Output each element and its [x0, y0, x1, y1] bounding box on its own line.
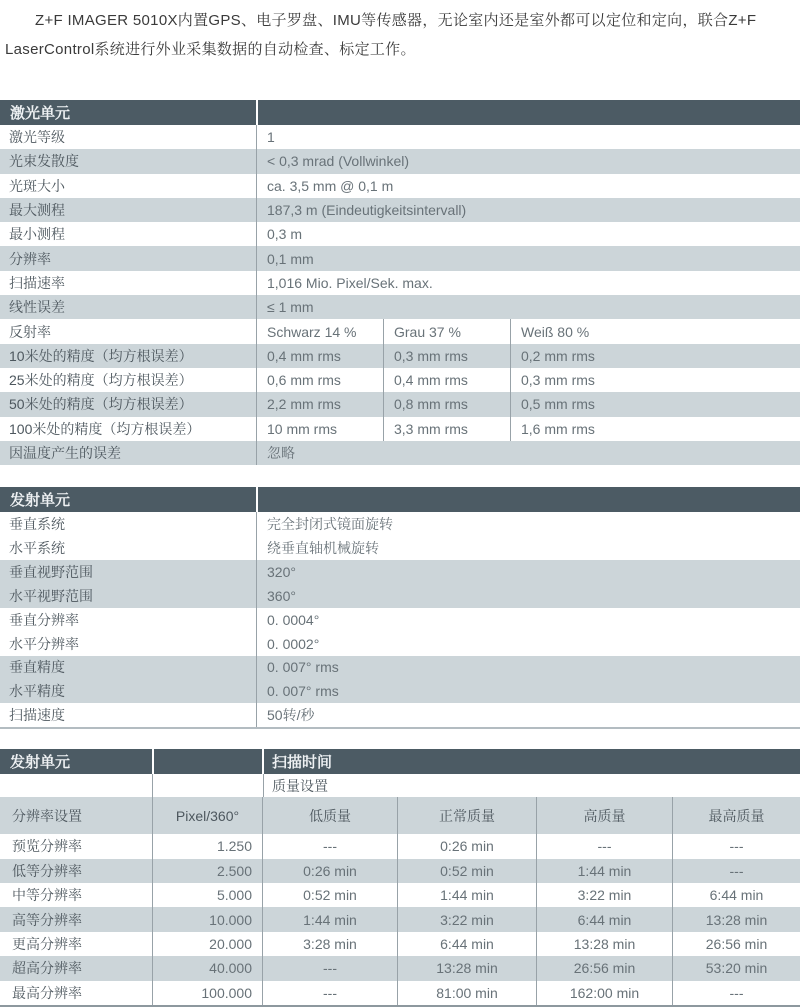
- table-row: [0, 536, 800, 560]
- accuracy-value: 3,3 mm rms: [383, 417, 510, 441]
- accuracy-value: 0,3 mm rms: [383, 344, 510, 368]
- quality-settings-row: [0, 774, 800, 797]
- time-high: 162:00 min: [536, 981, 672, 1005]
- table-row: [0, 271, 800, 295]
- row-label: 100米处的精度（均方根误差）: [9, 420, 201, 437]
- table-row: [0, 632, 800, 656]
- scan-time-row: [0, 859, 800, 883]
- pixel-value: 100.000: [152, 981, 262, 1005]
- row-value: 50转/秒: [256, 703, 800, 727]
- row-label: 10米处的精度（均方根误差）: [9, 347, 193, 364]
- row-value: 忽略: [256, 441, 800, 465]
- table-row: [0, 703, 800, 727]
- accuracy-value: 0,2 mm rms: [510, 344, 800, 368]
- row-label: 最大测程: [9, 202, 65, 219]
- pixel-value: 5.000: [152, 883, 262, 907]
- row-label: 水平视野范围: [9, 587, 93, 604]
- accuracy-value: 0,4 mm rms: [383, 368, 510, 392]
- scan-time-row: [0, 981, 800, 1005]
- column-header: 正常质量: [397, 797, 536, 834]
- pixel-value: 20.000: [152, 932, 262, 956]
- table-row: [0, 584, 800, 608]
- row-label: 垂直系统: [9, 516, 65, 533]
- row-label: 扫描速度: [9, 707, 65, 724]
- laser-unit-header-spacer: [258, 100, 800, 125]
- accuracy-value: 1,6 mm rms: [510, 417, 800, 441]
- resolution-label: 高等分辨率: [12, 911, 82, 928]
- row-label: 光束发散度: [9, 153, 79, 170]
- table-row: [0, 295, 800, 319]
- band-accuracy: [0, 656, 800, 704]
- subheader-spacer: [0, 774, 152, 797]
- resolution-label: 更高分辨率: [12, 935, 82, 952]
- reflectance-black: Schwarz 14 %: [256, 319, 383, 343]
- band-systems: [0, 512, 800, 560]
- accuracy-value: 0,3 mm rms: [510, 368, 800, 392]
- pixel-value: 1.250: [152, 834, 262, 858]
- table-row: [0, 679, 800, 703]
- laser-unit-header: [0, 100, 800, 125]
- time-highest: ---: [672, 981, 800, 1005]
- row-label: 垂直分辨率: [9, 611, 79, 628]
- time-low: 1:44 min: [262, 907, 397, 931]
- scan-time-row: [0, 834, 800, 858]
- time-normal: 13:28 min: [397, 956, 536, 980]
- time-low: ---: [262, 956, 397, 980]
- time-highest: ---: [672, 834, 800, 858]
- resolution-label: 预览分辨率: [12, 838, 82, 855]
- time-high: 6:44 min: [536, 907, 672, 931]
- accuracy-value: 0,8 mm rms: [383, 392, 510, 416]
- row-value: 0,3 m: [256, 222, 800, 246]
- reflectance-row: [0, 319, 800, 343]
- table-row: [0, 246, 800, 270]
- row-value: 0. 0002°: [256, 632, 800, 656]
- reflectance-gray: Grau 37 %: [383, 319, 510, 343]
- table-row: [0, 656, 800, 680]
- time-high: 26:56 min: [536, 956, 672, 980]
- table-row: [0, 512, 800, 536]
- deflection-unit-title: 发射单元: [0, 487, 256, 512]
- accuracy-value: 0,4 mm rms: [256, 344, 383, 368]
- resolution-label: 最高分辨率: [12, 984, 82, 1001]
- time-normal: 3:22 min: [397, 907, 536, 931]
- table-row: [0, 441, 800, 465]
- time-high: 13:28 min: [536, 932, 672, 956]
- scan-time-header: [0, 749, 800, 774]
- row-label: 垂直视野范围: [9, 563, 93, 580]
- row-label: 水平精度: [9, 683, 65, 700]
- column-header: Pixel/360°: [152, 797, 262, 834]
- time-low: 0:52 min: [262, 883, 397, 907]
- time-high: 3:22 min: [536, 883, 672, 907]
- column-header: 分辨率设置: [12, 807, 82, 824]
- row-label: 激光等级: [9, 129, 65, 146]
- scan-time-row: [0, 883, 800, 907]
- row-label: 反射率: [9, 323, 51, 340]
- table-row: [0, 560, 800, 584]
- reflectance-white: Weiß 80 %: [510, 319, 800, 343]
- row-label: 50米处的精度（均方根误差）: [9, 396, 193, 413]
- row-value: 1: [256, 125, 800, 149]
- time-low: 3:28 min: [262, 932, 397, 956]
- time-high: 1:44 min: [536, 859, 672, 883]
- time-normal: 0:26 min: [397, 834, 536, 858]
- row-value: 320°: [256, 560, 800, 584]
- row-label: 扫描速率: [9, 274, 65, 291]
- row-value: 1,016 Mio. Pixel/Sek. max.: [256, 271, 800, 295]
- laser-unit-title: 激光单元: [0, 100, 256, 125]
- time-normal: 81:00 min: [397, 981, 536, 1005]
- row-value: 0. 007° rms: [256, 656, 800, 680]
- accuracy-row: [0, 417, 800, 441]
- quality-settings-label: 质量设置: [263, 774, 800, 797]
- row-value: < 0,3 mrad (Vollwinkel): [256, 149, 800, 173]
- time-highest: 26:56 min: [672, 932, 800, 956]
- deflection-unit-header: [0, 487, 800, 512]
- time-low: ---: [262, 981, 397, 1005]
- row-value: 0,1 mm: [256, 246, 800, 270]
- row-value: 0. 007° rms: [256, 679, 800, 703]
- resolution-label: 中等分辨率: [12, 887, 82, 904]
- deflection-unit-header-spacer: [258, 487, 800, 512]
- row-value: ca. 3,5 mm @ 0,1 m: [256, 174, 800, 198]
- accuracy-value: 10 mm rms: [256, 417, 383, 441]
- band-fov: [0, 560, 800, 608]
- column-header: 低质量: [262, 797, 397, 834]
- row-value: 完全封闭式镜面旋转: [256, 512, 800, 536]
- band-resolution: [0, 608, 800, 656]
- accuracy-row: [0, 392, 800, 416]
- time-normal: 1:44 min: [397, 883, 536, 907]
- time-high: ---: [536, 834, 672, 858]
- band-scan-speed: [0, 703, 800, 727]
- table-row: [0, 149, 800, 173]
- column-header: 高质量: [536, 797, 672, 834]
- table-row: [0, 198, 800, 222]
- scan-time-row: [0, 907, 800, 931]
- row-label: 线性误差: [9, 299, 65, 316]
- row-label: 水平分辨率: [9, 635, 79, 652]
- resolution-label: 超高分辨率: [12, 960, 82, 977]
- accuracy-value: 2,2 mm rms: [256, 392, 383, 416]
- row-value: 187,3 m (Eindeutigkeitsintervall): [256, 198, 800, 222]
- laser-unit-table: [0, 100, 800, 465]
- scan-time-table: [0, 749, 800, 1007]
- scan-time-title-right: 扫描时间: [264, 749, 800, 774]
- table-row: [0, 608, 800, 632]
- intro-paragraph: Z+F IMAGER 5010X内置GPS、电子罗盘、IMU等传感器，无论室内还是室外都可以定位和定向，联合Z+F LaserControl系统进行外业采集数据的自动检查、标定工作。: [5, 12, 757, 58]
- row-value: 绕垂直轴机械旋转: [256, 536, 800, 560]
- row-label: 最小测程: [9, 226, 65, 243]
- scan-time-row: [0, 956, 800, 980]
- row-label: 垂直精度: [9, 659, 65, 676]
- pixel-value: 2.500: [152, 859, 262, 883]
- time-highest: 6:44 min: [672, 883, 800, 907]
- table-row: [0, 125, 800, 149]
- time-highest: ---: [672, 859, 800, 883]
- scan-time-header-spacer: [154, 749, 262, 774]
- table-row: [0, 174, 800, 198]
- accuracy-row: [0, 344, 800, 368]
- deflection-unit-table: [0, 487, 800, 729]
- pixel-value: 10.000: [152, 907, 262, 931]
- time-normal: 6:44 min: [397, 932, 536, 956]
- row-label: 因温度产生的误差: [9, 445, 121, 461]
- accuracy-value: 0,6 mm rms: [256, 368, 383, 392]
- row-value: 360°: [256, 584, 800, 608]
- column-header-row: [0, 797, 800, 834]
- time-highest: 53:20 min: [672, 956, 800, 980]
- pixel-value: 40.000: [152, 956, 262, 980]
- column-header: 最高质量: [672, 797, 800, 834]
- accuracy-value: 0,5 mm rms: [510, 392, 800, 416]
- row-label: 分辨率: [9, 250, 51, 267]
- row-label: 光斑大小: [9, 177, 65, 194]
- row-value: 0. 0004°: [256, 608, 800, 632]
- row-label: 25米处的精度（均方根误差）: [9, 372, 193, 389]
- scan-time-title-left: 发射单元: [0, 749, 152, 774]
- time-low: 0:26 min: [262, 859, 397, 883]
- subheader-spacer: [152, 774, 263, 797]
- time-highest: 13:28 min: [672, 907, 800, 931]
- time-normal: 0:52 min: [397, 859, 536, 883]
- table-row: [0, 222, 800, 246]
- accuracy-row: [0, 368, 800, 392]
- row-value: ≤ 1 mm: [256, 295, 800, 319]
- scan-time-row: [0, 932, 800, 956]
- row-label: 水平系统: [9, 539, 65, 556]
- time-low: ---: [262, 834, 397, 858]
- resolution-label: 低等分辨率: [12, 862, 82, 879]
